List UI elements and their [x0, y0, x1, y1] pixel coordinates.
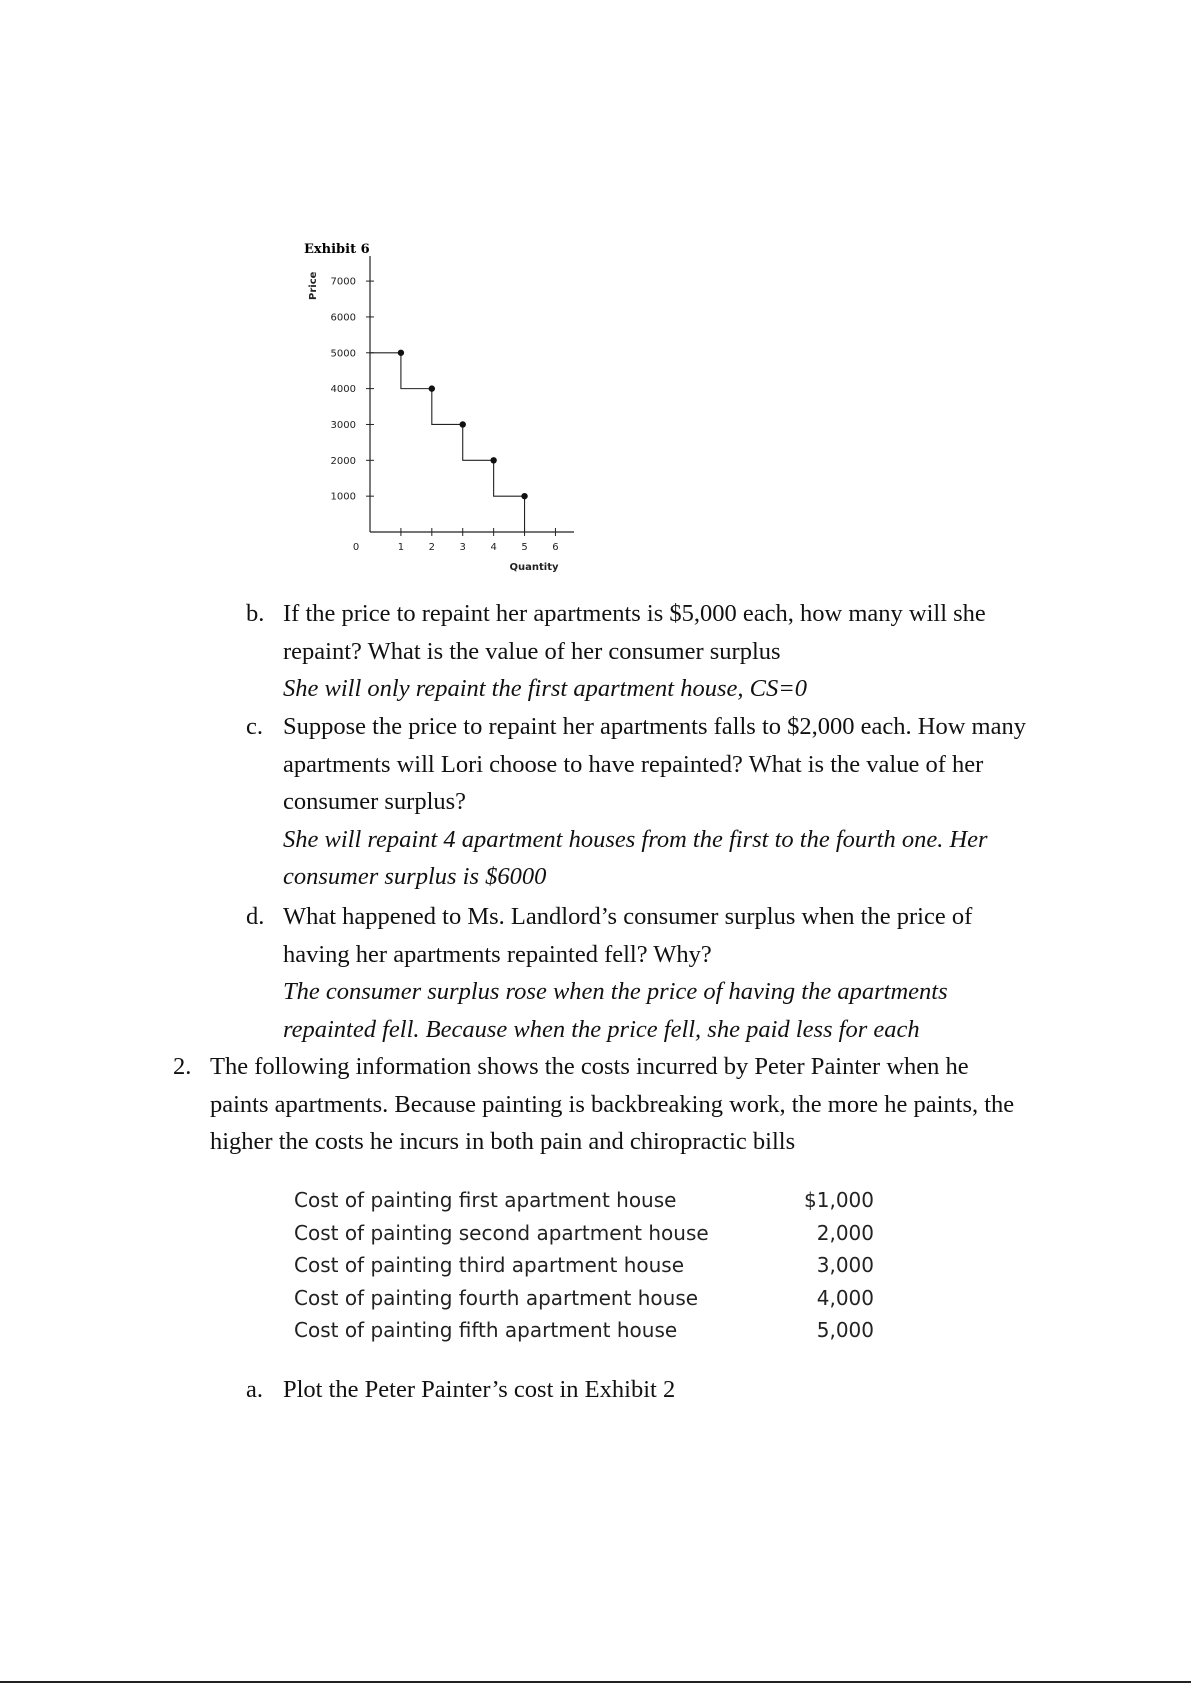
- x-tick-label: 4: [490, 542, 497, 553]
- data-point-4: [490, 457, 496, 463]
- cost-table-row: [294, 1253, 894, 1286]
- cost-item-5: Cost of painting fifth apartment house: [294, 1318, 678, 1342]
- chart-points: [398, 350, 528, 500]
- data-point-5: [521, 493, 527, 499]
- chart-demand-steps: [370, 353, 525, 532]
- question-2-line-2: paints apartments. Because painting is backbreaking work, the more he paints, the: [210, 1090, 1015, 1118]
- cost-table-row: [294, 1188, 894, 1221]
- x-tick-label: 5: [521, 542, 528, 553]
- question-b-line-2: repaint? What is the value of her consumer surplus: [283, 637, 781, 665]
- y-tick-label: 5000: [330, 348, 356, 360]
- cost-table-row: [294, 1318, 894, 1351]
- question-d-label: d.: [246, 903, 265, 930]
- y-tick-label: 6000: [330, 312, 356, 324]
- y-axis-label: Price: [308, 271, 319, 300]
- x-tick-label: 1: [397, 542, 405, 553]
- data-point-1: [398, 350, 404, 356]
- question-d-answer-line-2: repainted fell. Because when the price fell, she paid less for each: [283, 1015, 920, 1043]
- cost-value-1: $1,000: [804, 1188, 874, 1212]
- y-tick-label: 2000: [330, 455, 356, 467]
- x-tick-label: 6: [552, 542, 559, 553]
- cost-table: [294, 1188, 894, 1351]
- question-a-line-1: Plot the Peter Painter’s cost in Exhibit 2: [283, 1376, 676, 1403]
- question-c-line-3: consumer surplus?: [283, 788, 467, 815]
- data-point-2: [429, 385, 435, 391]
- cost-table-row: [294, 1221, 894, 1254]
- exhibit-chart-svg: [290, 232, 610, 582]
- cost-value-2: 2,000: [816, 1220, 874, 1245]
- y-tick-label: 1000: [330, 491, 356, 503]
- y-tick-label: 4000: [330, 384, 356, 396]
- x-tick-label: 3: [459, 542, 466, 553]
- chart-title: Exhibit 6: [304, 242, 370, 257]
- data-point-3: [460, 421, 466, 427]
- question-b-answer-line-1: She will only repaint the first apartment house, CS=0: [283, 675, 807, 702]
- question-c-answer-line-1: She will repaint 4 apartment houses from the first to the fourth one. Her: [283, 825, 988, 853]
- demand-step-line: [370, 353, 525, 532]
- question-b-label: b.: [246, 600, 265, 627]
- question-d-line-2: having her apartments repainted fell? Why?: [283, 940, 712, 968]
- exhibit-chart: [290, 232, 610, 582]
- question-c-answer-line-2: consumer surplus is $6000: [283, 863, 547, 890]
- x-tick-label: 0: [352, 542, 360, 553]
- chart-axes: [370, 256, 574, 532]
- y-tick-label: 3000: [330, 419, 356, 431]
- question-2-label: 2.: [173, 1053, 192, 1080]
- question-c-line-1: Suppose the price to repaint her apartments falls to $2,000 each. How many: [283, 713, 1026, 740]
- cost-value-5: 5,000: [816, 1318, 874, 1342]
- question-2-line-3: higher the costs he incurs in both pain and chiropractic bills: [210, 1128, 796, 1155]
- cost-item-1: Cost of painting first apartment house: [294, 1188, 677, 1212]
- question-d-answer-line-1: The consumer surplus rose when the price of having the apartments: [283, 978, 948, 1005]
- question-c-line-2: apartments will Lori choose to have repainted? What is the value of her: [283, 750, 984, 778]
- question-d-line-1: What happened to Ms. Landlord’s consumer surplus when the price of: [283, 903, 973, 930]
- question-c-label: c.: [246, 713, 263, 740]
- cost-table-row: [294, 1286, 894, 1319]
- x-tick-label: 2: [428, 542, 436, 553]
- question-2-line-1: The following information shows the costs incurred by Peter Painter when he: [210, 1053, 969, 1080]
- question-a-label: a.: [246, 1376, 263, 1403]
- cost-value-4: 4,000: [816, 1285, 874, 1310]
- cost-item-2: Cost of painting second apartment house: [294, 1220, 709, 1245]
- cost-value-3: 3,000: [816, 1253, 874, 1277]
- y-tick-label: 7000: [330, 276, 356, 288]
- page-bottom-rule: [0, 1681, 1191, 1683]
- x-axis-label: Quantity: [509, 562, 559, 573]
- cost-item-4: Cost of painting fourth apartment house: [294, 1285, 699, 1310]
- cost-item-3: Cost of painting third apartment house: [294, 1253, 685, 1277]
- question-b-line-1: If the price to repaint her apartments is $5,000 each, how many will she: [283, 600, 986, 627]
